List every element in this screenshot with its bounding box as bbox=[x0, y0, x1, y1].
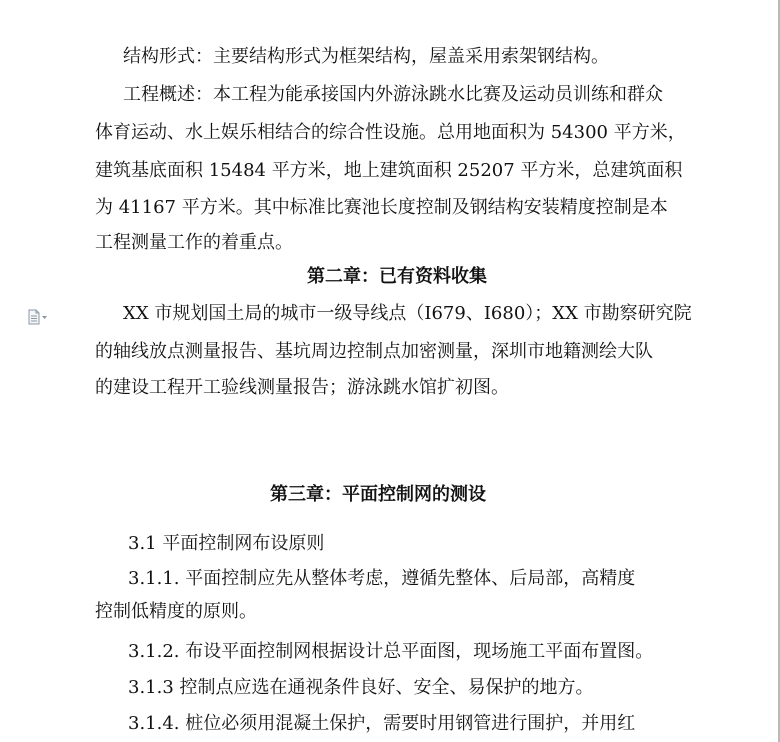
chapter-3-heading: 第三章：平面控制网的测设 bbox=[270, 484, 486, 505]
paragraph-overview-line-1: 工程概述：本工程为能承接国内外游泳跳水比赛及运动员训练和群众 bbox=[123, 84, 663, 105]
clause-3-1-1-line-1: 3.1.1. 平面控制应先从整体考虑，遵循先整体、后局部，高精度 bbox=[128, 568, 636, 589]
chapter-2-heading: 第二章：已有资料收集 bbox=[307, 266, 487, 287]
paragraph-materials-line-2: 的轴线放点测量报告、基坑周边控制点加密测量，深圳市地籍测绘大队 bbox=[95, 341, 653, 362]
document-icon[interactable] bbox=[27, 309, 49, 325]
paragraph-overview-line-4: 为 41167 平方米。其中标准比赛池长度控制及钢结构安装精度控制是本 bbox=[95, 197, 668, 218]
paragraph-structure-form: 结构形式：主要结构形式为框架结构，屋盖采用索架钢结构。 bbox=[123, 46, 609, 67]
paragraph-overview-line-3: 建筑基底面积 15484 平方米，地上建筑面积 25207 平方米，总建筑面积 bbox=[95, 160, 683, 181]
clause-3-1-3: 3.1.3 控制点应选在通视条件良好、安全、易保护的地方。 bbox=[128, 677, 594, 698]
paragraph-materials-line-1: XX 市规划国土局的城市一级导线点（I679、I680）；XX 市勘察研究院 bbox=[123, 303, 692, 324]
paragraph-overview-line-5: 工程测量工作的着重点。 bbox=[95, 232, 293, 253]
clause-3-1-2: 3.1.2. 布设平面控制网根据设计总平面图，现场施工平面布置图。 bbox=[128, 641, 654, 662]
paragraph-materials-line-3: 的建设工程开工验线测量报告；游泳跳水馆扩初图。 bbox=[95, 377, 509, 398]
clause-3-1-1-line-2: 控制低精度的原则。 bbox=[95, 601, 257, 622]
paragraph-overview-line-2: 体育运动、水上娱乐相结合的综合性设施。总用地面积为 54300 平方米， bbox=[95, 122, 686, 143]
section-3-1-title: 3.1 平面控制网布设原则 bbox=[128, 533, 325, 554]
clause-3-1-4-line-1: 3.1.4. 桩位必须用混凝土保护，需要时用钢管进行围护，并用红 bbox=[128, 713, 636, 734]
